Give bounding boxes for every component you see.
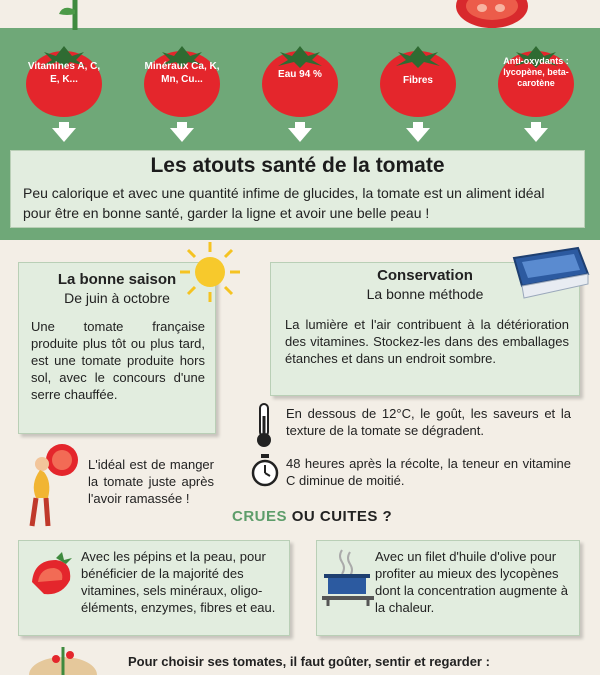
atouts-title: Les atouts santé de la tomate xyxy=(150,154,445,177)
down-arrow-icon xyxy=(524,128,548,142)
saison-subtitle: De juin à octobre xyxy=(64,290,170,306)
plant-stem-icon xyxy=(55,0,95,34)
thermometer-icon xyxy=(254,402,274,448)
timer-note: 48 heures après la récolte, la teneur en vitamine C diminue de moitié. xyxy=(286,456,571,488)
tomato-label: Fibres xyxy=(402,75,433,86)
ideal-note: L'idéal est de manger la tomate juste après l'avoir ramassée ! xyxy=(88,457,214,506)
tomato-eau xyxy=(258,36,342,120)
tomato-antioxydants xyxy=(494,36,578,120)
cooking-pot-icon xyxy=(320,546,376,606)
crues-ou-cuites-heading xyxy=(232,508,392,525)
down-arrow-icon xyxy=(288,128,312,142)
saison-title: La bonne saison xyxy=(57,271,177,288)
person-holding-tomato-icon xyxy=(26,440,86,530)
cru-text: Avec les pépins et la peau, pour bénéficier de la majorité des vitamines, sels minéraux, oligo-éléments, enzymes, fibres et eau. xyxy=(81,549,276,615)
conservation-title: Conservation xyxy=(377,267,473,284)
ou-cuites-word: OU CUITES ? xyxy=(291,508,393,525)
tomato-mineraux xyxy=(140,36,224,120)
tomato-slice-icon xyxy=(452,0,532,32)
bottom-line: Pour choisir ses tomates, il faut goûter, sentir et regarder : xyxy=(128,654,490,669)
conservation-subtitle: La bonne méthode xyxy=(366,286,484,302)
tomato-label: Vitamines A, C, E, K... xyxy=(27,61,101,85)
crues-word: CRUES xyxy=(232,508,288,525)
down-arrow-icon xyxy=(406,128,430,142)
tomato-vitamines xyxy=(22,36,106,120)
conservation-text: La lumière et l'air contribuent à la détérioration des vitamines. Stockez-les dans des emballages étanches et dans un endroit sombre. xyxy=(285,317,569,366)
tomato-plant-icon xyxy=(28,645,98,675)
container-icon xyxy=(508,240,592,304)
top-strip xyxy=(0,0,600,28)
cuit-text: Avec un filet d'huile d'olive pour profiter au mieux des lycopènes dont la concentration augmente à la chaleur. xyxy=(375,549,568,615)
down-arrow-icon xyxy=(52,128,76,142)
sun-icon xyxy=(178,240,242,304)
down-arrow-icon xyxy=(170,128,194,142)
tomato-label: Minéraux Ca, K, Mn, Cu... xyxy=(144,61,220,85)
atouts-text: Peu calorique et avec une quantité infime de glucides, la tomate est un aliment idéal pour être en bonne santé, garder la ligne et avoir une belle peau ! xyxy=(23,185,545,221)
stopwatch-icon xyxy=(250,454,280,488)
tomato-label: Anti-oxydants : lycopène, beta-carotène xyxy=(503,56,569,88)
saison-text: Une tomate française produite plus tôt ou plus tard, est une tomate produite hors sol, avec le concours d'une serre chauffée. xyxy=(31,319,205,402)
tomato-slice-icon xyxy=(26,552,76,600)
atouts-sante-box xyxy=(10,150,585,228)
tomato-fibres xyxy=(376,36,460,120)
temperature-note: En dessous de 12°C, le goût, les saveurs et la texture de la tomate se dégradent. xyxy=(286,406,571,438)
tomato-nutrient-row xyxy=(0,36,600,146)
tomato-label: Eau 94 % xyxy=(278,69,322,80)
